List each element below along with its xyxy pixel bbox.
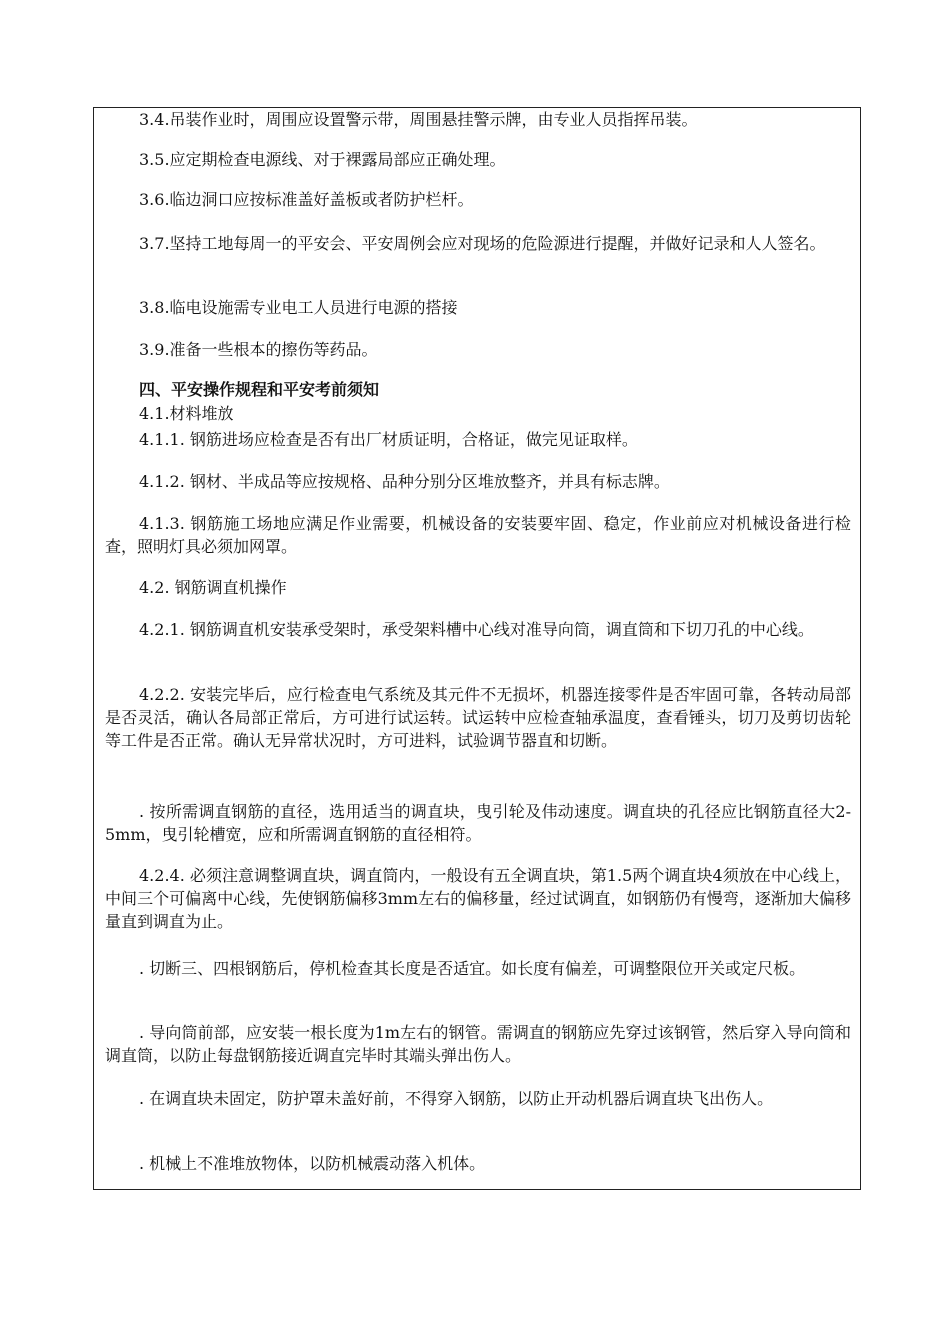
- paragraph-4-1-2: 4.1.2. 钢材、半成品等应按规格、品种分别分区堆放整齐，并具有标志牌。: [139, 472, 670, 491]
- paragraph-3-9: 3.9.准备一些根本的擦伤等药品。: [139, 340, 378, 359]
- paragraph-4-1-1: 4.1.1. 钢筋进场应检查是否有出厂材质证明，合格证，做完见证取样。: [139, 430, 638, 449]
- paragraph-3-6: 3.6.临边洞口应按标准盖好盖板或者防护栏杆。: [139, 190, 474, 209]
- paragraph-4-2-8: . 机械上不准堆放物体，以防机械震动落入机体。: [139, 1154, 486, 1173]
- paragraph-3-8: 3.8.临电设施需专业电工人员进行电源的搭接: [139, 298, 458, 317]
- paragraph-3-4: 3.4.吊装作业时，周围应设置警示带，周围悬挂警示牌，由专业人员指挥吊装。: [139, 110, 698, 129]
- paragraph-4-2-6: . 导向筒前部，应安装一根长度为1m左右的钢管。需调直的钢筋应先穿过该钢管，然后穿入导向筒和调直筒，以防止每盘钢筋接近调直完毕时其端头弹出伤人。: [105, 1023, 851, 1065]
- subheading-4-1: 4.1.材料堆放: [139, 404, 234, 423]
- paragraph-4-2-1: 4.2.1. 钢筋调直机安装承受架时，承受架料槽中心线对准导向筒，调直筒和下切刀孔的中心线。: [139, 620, 814, 639]
- subheading-4-2: 4.2. 钢筋调直机操作: [139, 578, 287, 597]
- paragraph-4-2-2: 4.2.2. 安装完毕后，应行检查电气系统及其元件不无损坏，机器连接零件是否牢固可靠，各转动局部是否灵活，确认各局部正常后，方可进行试运转。试运转中应检查轴承温度，查看锤头，切刀及剪切齿轮等工件是否正常。确认无异常状况时，方可进料，试验调节器直和切断。: [105, 685, 851, 750]
- paragraph-4-1-3: 4.1.3. 钢筋施工场地应满足作业需要，机械设备的安装要牢固、稳定，作业前应对机械设备进行检查，照明灯具必须加网罩。: [105, 514, 851, 556]
- paragraph-4-2-3: . 按所需调直钢筋的直径，选用适当的调直块，曳引轮及伟动速度。调直块的孔径应比钢筋直径大2-5mm，曳引轮槽宽，应和所需调直钢筋的直径相符。: [105, 802, 851, 844]
- section-heading-4: 四、平安操作规程和平安考前须知: [139, 380, 380, 399]
- paragraph-4-2-4: 4.2.4. 必须注意调整调直块，调直筒内，一般设有五全调直块，第1.5两个调直块4须放在中心线上，中间三个可偏离中心线，先使钢筋偏移3mm左右的偏移量，经过试调直，如钢筋仍有慢弯，逐渐加大偏移量直到调直为止。: [105, 866, 851, 931]
- paragraph-3-5: 3.5.应定期检查电源线、对于裸露局部应正确处理。: [139, 150, 506, 169]
- paragraph-4-2-7: . 在调直块未固定，防护罩未盖好前，不得穿入钢筋，以防止开动机器后调直块飞出伤人。: [139, 1089, 774, 1108]
- paragraph-3-7: 3.7.坚持工地每周一的平安会、平安周例会应对现场的危险源进行提醒，并做好记录和人人签名。: [139, 234, 826, 253]
- paragraph-4-2-5: . 切断三、四根钢筋后，停机检查其长度是否适宜。如长度有偏差，可调整限位开关或定尺板。: [139, 959, 806, 978]
